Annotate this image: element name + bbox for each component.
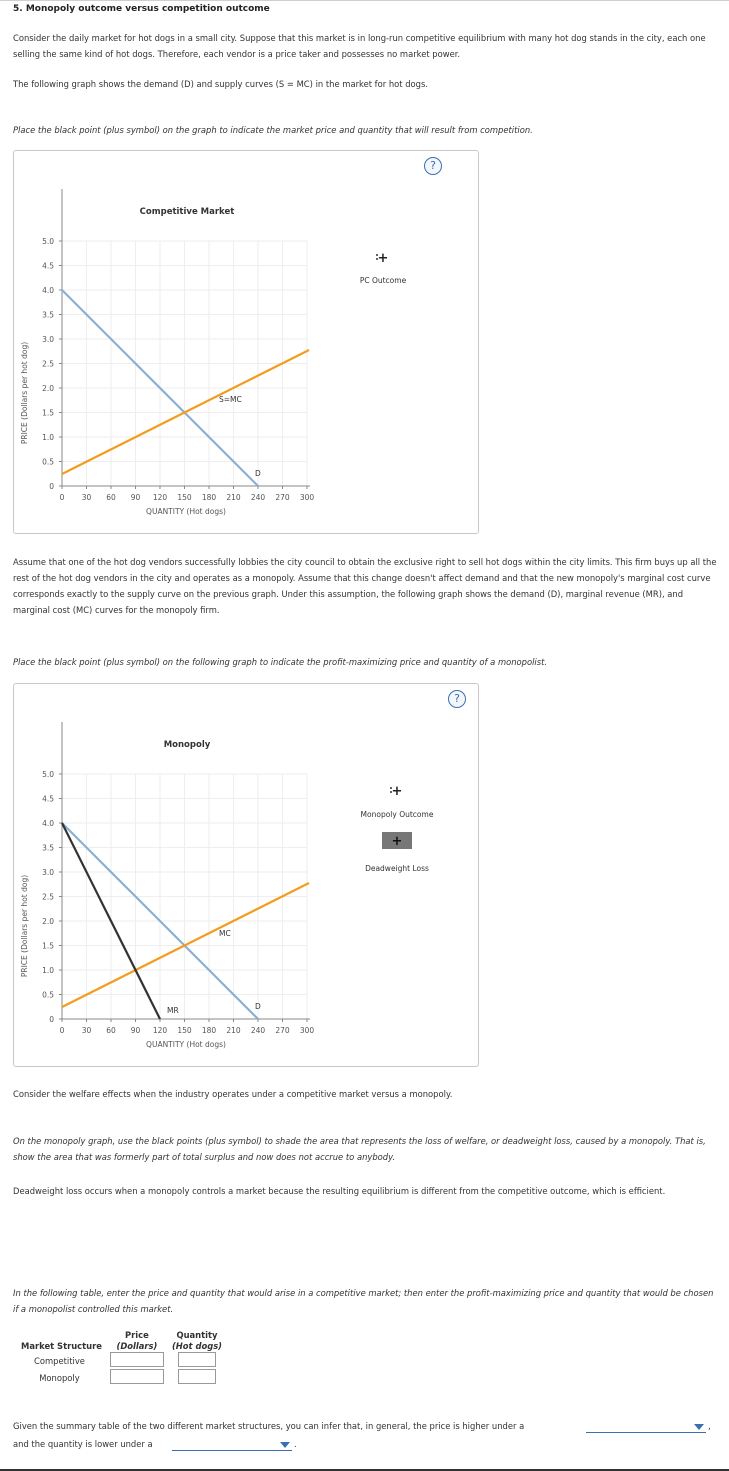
- mc-label: MC: [219, 929, 231, 938]
- x-tick-label: 210: [226, 493, 241, 502]
- y-tick-label: 4.5: [42, 794, 54, 804]
- deadweight-loss-explanation: Deadweight loss occurs when a monopoly controls a market because the resulting equilibrium is different from the competitive outcome, which is efficient.: [13, 1186, 666, 1196]
- deadweight-loss-tool[interactable]: [382, 832, 412, 849]
- x-tick-label: 60: [106, 1026, 116, 1035]
- plus-icon: +: [377, 251, 389, 266]
- y-axis-label: PRICE (Dollars per hot dog): [20, 341, 29, 445]
- x-tick-label: 0: [59, 493, 65, 502]
- y-tick-label: 2.0: [42, 917, 54, 926]
- demand-label: D: [255, 1002, 261, 1011]
- monopoly-graph-panel: [13, 683, 479, 1067]
- plus-icon: +: [391, 834, 403, 849]
- x-tick-label: 150: [177, 1026, 192, 1035]
- y-tick-label: 1.5: [42, 941, 54, 951]
- y-tick-label: 4.0: [42, 819, 54, 828]
- y-tick-label: 2.5: [42, 359, 54, 369]
- grid: [59, 774, 307, 1022]
- period: .: [294, 1439, 297, 1449]
- summary-table: [13, 1330, 226, 1386]
- instruction-competition: Place the black point (plus symbol) on the graph to indicate the market price and quantity that will result from competition.: [13, 125, 533, 135]
- question-title: 5. Monopoly outcome versus competition outcome: [13, 4, 270, 14]
- market-structure-dropdown-1[interactable]: [586, 1420, 706, 1433]
- demand-label: D: [255, 469, 261, 478]
- x-tick-label: 180: [201, 1026, 217, 1035]
- x-axis-label: QUANTITY (Hot dogs): [146, 507, 226, 516]
- y-tick-label: 4.0: [42, 286, 54, 295]
- pc-outcome-label: PC Outcome: [359, 276, 407, 285]
- x-tick-label: 150: [177, 493, 192, 502]
- col-quantity-unit: (Hot dogs): [171, 1341, 223, 1351]
- y-tick-labels: [42, 237, 54, 491]
- conclusion-line-1: Given the summary table of the two different market structures, you can infer that, in general, the price is higher under a: [13, 1421, 525, 1431]
- x-tick-label: 120: [152, 1026, 168, 1035]
- x-tick-label: 210: [226, 1026, 241, 1035]
- top-border: [0, 0, 729, 1]
- x-tick-label: 300: [299, 493, 315, 502]
- x-tick-label: 240: [250, 493, 266, 502]
- x-tick-label: 30: [81, 1026, 92, 1035]
- x-tick-label: 120: [152, 493, 168, 502]
- competitive-graph-panel: [13, 150, 479, 534]
- col-market-structure: Market Structure: [21, 1341, 102, 1351]
- y-axis-label: PRICE (Dollars per hot dog): [20, 874, 29, 978]
- y-tick-labels: [42, 770, 54, 1024]
- y-tick-label: 1.0: [42, 966, 54, 975]
- conclusion-line-2: and the quantity is lower under a: [13, 1439, 153, 1449]
- x-tick-label: 90: [130, 493, 141, 502]
- y-tick-label: 1.5: [42, 408, 54, 418]
- supply-label: S=MC: [219, 395, 242, 404]
- y-tick-label: 4.5: [42, 261, 54, 271]
- x-tick-label: 60: [106, 493, 116, 502]
- table-row: [13, 1352, 226, 1369]
- y-tick-label: 2.5: [42, 892, 54, 902]
- monopoly-paragraph: Assume that one of the hot dog vendors successfully lobbies the city council to obtain the exclusive right to sell hot dogs within the city limits. This firm buys up all the rest of the hot dog vendors in the city and operates as a monopoly. Assume that this change doesn't affect demand and that the new monopoly's marginal cost curve corresponds exactly to the supply curve on the previous graph. Under this assumption, the following graph shows the demand (D), marginal revenue (MR), and marginal cost (MC) curves for the monopoly firm.: [13, 557, 717, 615]
- y-tick-label: 2.0: [42, 384, 54, 393]
- monopoly-outcome-tool[interactable]: [390, 784, 402, 799]
- competitive-quantity-input[interactable]: [178, 1352, 216, 1367]
- x-tick-labels: [60, 1026, 315, 1035]
- col-quantity: [168, 1330, 226, 1352]
- x-tick-label: 180: [201, 493, 217, 502]
- grid: [59, 241, 307, 489]
- competitive-graph[interactable]: [14, 151, 478, 533]
- col-price-unit: (Dollars): [116, 1341, 158, 1351]
- y-tick-label: 1.0: [42, 433, 54, 442]
- y-tick-label: 0.5: [42, 990, 54, 1000]
- row-label-monopoly: Monopoly: [39, 1372, 80, 1383]
- y-tick-label: 0: [49, 482, 54, 491]
- monopoly-graph[interactable]: [14, 684, 478, 1066]
- monopoly-outcome-label: Monopoly Outcome: [360, 810, 434, 819]
- x-axis-label: QUANTITY (Hot dogs): [146, 1040, 226, 1049]
- mr-label: MR: [167, 1006, 179, 1015]
- deadweight-loss-label: Deadweight Loss: [365, 864, 429, 873]
- monopoly-quantity-input[interactable]: [178, 1369, 216, 1384]
- graph-title: Competitive Market: [139, 207, 235, 217]
- y-tick-label: 5.0: [42, 770, 54, 779]
- y-tick-label: 3.5: [42, 843, 54, 853]
- x-tick-label: 300: [299, 1026, 315, 1035]
- competitive-price-input[interactable]: [110, 1352, 164, 1367]
- y-tick-label: 5.0: [42, 237, 54, 246]
- help-icon[interactable]: ?: [448, 690, 466, 708]
- row-label-competitive: Competitive: [34, 1355, 85, 1366]
- y-tick-label: 3.0: [42, 335, 54, 344]
- y-tick-label: 0: [49, 1015, 54, 1024]
- chevron-down-icon: [694, 1424, 704, 1430]
- col-price-label: Price: [125, 1330, 149, 1340]
- x-tick-label: 270: [275, 493, 290, 502]
- intro-paragraph: Consider the daily market for hot dogs in a small city. Suppose that this market is in long-run competitive equilibrium with many hot dog stands in the city, each one selling the same kind of hot dogs. Therefore, each vendor is a price taker and possesses no market power.: [13, 33, 706, 59]
- y-tick-label: 3.0: [42, 868, 54, 877]
- table-row: [13, 1369, 226, 1386]
- x-tick-label: 270: [275, 1026, 290, 1035]
- plus-icon: +: [391, 784, 403, 799]
- x-tick-label: 240: [250, 1026, 266, 1035]
- x-tick-label: 90: [130, 1026, 141, 1035]
- x-tick-labels: [60, 493, 315, 502]
- intro-graph-description: The following graph shows the demand (D) and supply curves (S = MC) in the market for hot dogs.: [13, 79, 429, 89]
- comma: ,: [708, 1421, 711, 1431]
- chevron-down-icon: [280, 1442, 290, 1448]
- instruction-deadweight-loss: On the monopoly graph, use the black points (plus symbol) to shade the area that represents the loss of welfare, or deadweight loss, caused by a monopoly. That is, show the area that was formerly part of total surplus and now does not accrue to anybody.: [13, 1136, 706, 1162]
- instruction-monopoly: Place the black point (plus symbol) on the following graph to indicate the profit-maximizing price and quantity of a monopolist.: [13, 657, 548, 667]
- col-quantity-label: Quantity: [176, 1330, 218, 1340]
- help-icon[interactable]: ?: [424, 157, 442, 175]
- x-tick-label: 30: [81, 493, 92, 502]
- pc-outcome-tool[interactable]: [376, 251, 388, 266]
- market-structure-dropdown-2[interactable]: [172, 1438, 292, 1451]
- instruction-table: In the following table, enter the price and quantity that would arise in a competitive market; then enter the profit-maximizing price and quantity that would be chosen if a monopolist controlled this market.: [13, 1288, 714, 1314]
- welfare-paragraph: Consider the welfare effects when the industry operates under a competitive market versus a monopoly.: [13, 1089, 453, 1099]
- y-tick-label: 3.5: [42, 310, 54, 320]
- graph-title: Monopoly: [163, 740, 211, 750]
- y-tick-label: 0.5: [42, 457, 54, 467]
- monopoly-price-input[interactable]: [110, 1369, 164, 1384]
- x-tick-label: 0: [59, 1026, 65, 1035]
- col-price: [106, 1330, 168, 1352]
